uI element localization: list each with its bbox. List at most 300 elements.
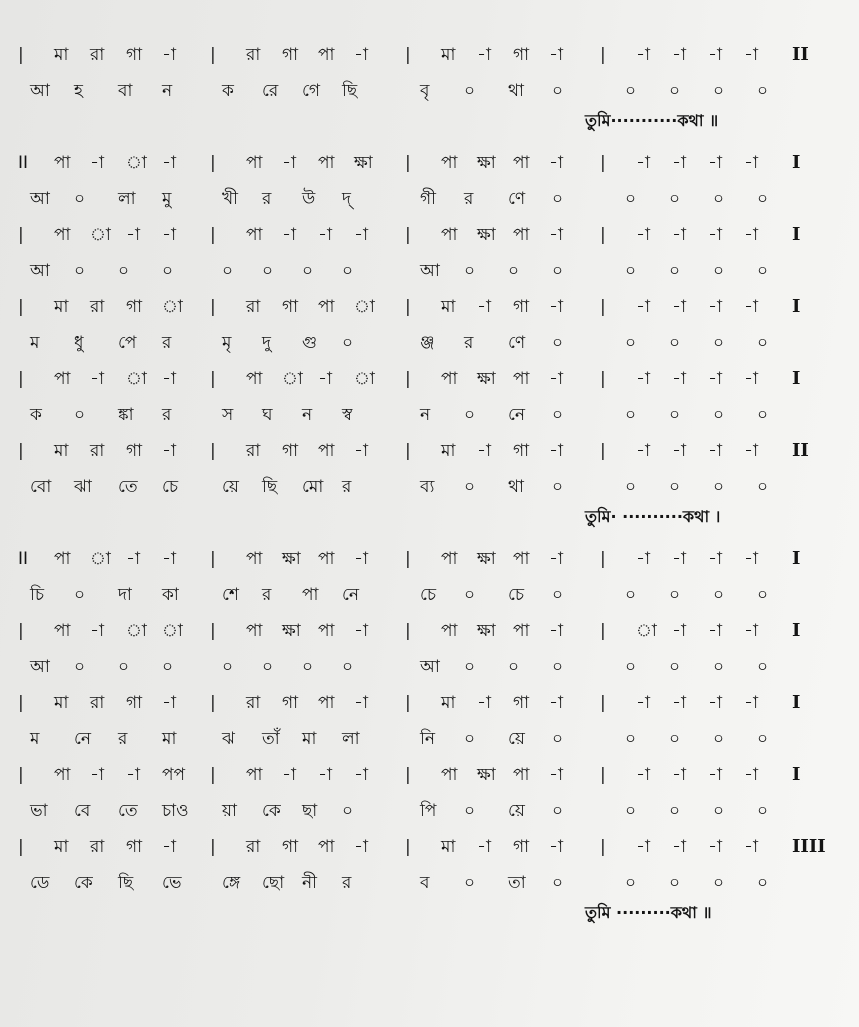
swar-note: -া — [672, 441, 686, 461]
swar-note: গা — [126, 693, 143, 713]
lyric-syllable: ছি — [342, 81, 358, 101]
swar-note: পা — [441, 153, 458, 173]
lyric-syllable: র — [262, 585, 272, 605]
swar-note: -া — [708, 765, 722, 785]
swar-note: -া — [708, 45, 722, 65]
barline: | — [210, 225, 216, 245]
lyric-syllable: হ — [74, 81, 83, 101]
swar-note: পা — [246, 369, 263, 389]
lyric-syllable: মৃ — [222, 333, 232, 353]
lyric-syllable: ০ — [669, 729, 681, 749]
swar-note: পা — [54, 369, 71, 389]
barline: | — [18, 765, 24, 785]
swar-note: পা — [54, 549, 71, 569]
lyric-syllable: ০ — [713, 873, 725, 893]
lyric-syllable: চে — [508, 585, 525, 605]
swar-note: -া — [318, 765, 332, 785]
lyric-syllable: ০ — [757, 261, 769, 281]
swar-note: -া — [354, 765, 368, 785]
lyric-syllable: চে — [420, 585, 437, 605]
lyric-syllable: ব্য — [420, 477, 435, 497]
swar-note: -া — [354, 225, 368, 245]
swar-note: -া — [672, 225, 686, 245]
swar-note: পা — [54, 621, 71, 641]
lyric-syllable: ০ — [757, 873, 769, 893]
lyric-syllable: ০ — [713, 477, 725, 497]
swar-note: -া — [744, 369, 758, 389]
lyric-syllable: ক — [30, 405, 42, 425]
lyric-syllable: পা — [302, 585, 319, 605]
section-mark: I — [792, 224, 801, 245]
swar-note: -া — [90, 369, 104, 389]
swar-note: -া — [744, 45, 758, 65]
swar-note: -া — [477, 297, 491, 317]
swar-note: -া — [318, 369, 332, 389]
swar-note: া — [126, 621, 147, 641]
swar-note: মা — [441, 441, 456, 461]
barline: | — [210, 45, 216, 65]
lyric-syllable: তা — [508, 873, 526, 893]
lyric-syllable: ০ — [757, 585, 769, 605]
lyric-syllable: নি — [420, 729, 436, 749]
barline: | — [18, 297, 24, 317]
swar-note: পা — [318, 153, 335, 173]
lyric-syllable: স্ব — [342, 405, 353, 425]
lyric-syllable: বে — [74, 801, 91, 821]
swar-note: -া — [744, 441, 758, 461]
lyric-syllable: ০ — [302, 657, 314, 677]
swar-note: -া — [744, 837, 758, 857]
swar-note: গা — [126, 441, 143, 461]
swar-note: -া — [708, 297, 722, 317]
swar-note: -া — [162, 153, 176, 173]
swar-note: পা — [318, 45, 335, 65]
swar-note: গা — [513, 45, 530, 65]
lyric-syllable: ঞ্জ — [420, 333, 435, 353]
swar-note: -া — [672, 153, 686, 173]
swar-note: গা — [282, 837, 299, 857]
swar-note: পা — [246, 621, 263, 641]
swar-note: -া — [672, 369, 686, 389]
swar-note: গা — [126, 837, 143, 857]
lyric-syllable: ০ — [757, 405, 769, 425]
swar-note: ক্ষা — [282, 621, 301, 641]
lyric-syllable: ন — [162, 81, 173, 101]
swar-note: া — [126, 369, 147, 389]
swar-note: -া — [162, 441, 176, 461]
lyric-syllable: ০ — [669, 657, 681, 677]
lyric-syllable: ০ — [464, 729, 476, 749]
refrain-text: তুমি···········কথা ॥ — [585, 111, 719, 130]
barline: | — [210, 297, 216, 317]
lyric-syllable: গু — [302, 333, 318, 353]
swar-note: -া — [126, 225, 140, 245]
swar-note: -া — [354, 441, 368, 461]
swar-note: রা — [246, 297, 261, 317]
swar-note: -া — [90, 765, 104, 785]
barline: | — [405, 621, 411, 641]
swar-note: -া — [162, 549, 176, 569]
lyric-syllable: ০ — [713, 189, 725, 209]
lyric-syllable: ০ — [464, 585, 476, 605]
lyric-syllable: ব — [420, 873, 430, 893]
barline: | — [210, 549, 216, 569]
lyric-syllable: ০ — [757, 81, 769, 101]
swar-note: -া — [672, 549, 686, 569]
lyric-syllable: ০ — [713, 261, 725, 281]
lyric-syllable: ছো — [262, 873, 285, 893]
lyric-syllable: ঙ্কা — [118, 405, 134, 425]
swar-note: -া — [282, 765, 296, 785]
lyric-syllable: নে — [342, 585, 360, 605]
lyric-line — [0, 328, 859, 358]
swar-note: -া — [162, 225, 176, 245]
lyric-line — [0, 580, 859, 610]
lyric-syllable: থা — [508, 477, 524, 497]
lyric-syllable: ০ — [669, 81, 681, 101]
lyric-syllable: আ — [30, 189, 50, 209]
swar-note: মা — [54, 837, 69, 857]
lyric-syllable: ঝ — [222, 729, 235, 749]
swar-note: -া — [162, 693, 176, 713]
swar-note: গা — [282, 297, 299, 317]
lyric-syllable: ০ — [713, 801, 725, 821]
swar-note: -া — [708, 153, 722, 173]
lyric-syllable: ০ — [552, 477, 564, 497]
swar-note: -া — [354, 45, 368, 65]
lyric-syllable: নে — [74, 729, 92, 749]
swar-note: গা — [282, 441, 299, 461]
lyric-syllable: ০ — [162, 657, 174, 677]
lyric-syllable: পে — [118, 333, 137, 353]
lyric-syllable: র — [162, 333, 172, 353]
lyric-syllable: ০ — [552, 657, 564, 677]
swar-line — [0, 832, 859, 862]
swar-note: -া — [708, 621, 722, 641]
lyric-syllable: মা — [302, 729, 317, 749]
lyric-syllable: ০ — [552, 333, 564, 353]
swar-note: পা — [246, 549, 263, 569]
swar-note: গা — [513, 441, 530, 461]
swar-note: া — [90, 225, 111, 245]
swar-note: ক্ষা — [477, 549, 496, 569]
swar-note: -া — [708, 837, 722, 857]
swar-line — [0, 220, 859, 250]
section-mark: I — [792, 692, 801, 713]
swar-note: রা — [246, 45, 261, 65]
swar-note: পা — [318, 693, 335, 713]
lyric-syllable: র — [118, 729, 128, 749]
barline: | — [600, 693, 606, 713]
swar-note: গা — [282, 45, 299, 65]
lyric-syllable: উ — [302, 189, 316, 209]
swar-note: -া — [477, 837, 491, 857]
lyric-syllable: ০ — [342, 657, 354, 677]
lyric-syllable: ক — [222, 81, 234, 101]
lyric-syllable: ০ — [118, 657, 130, 677]
barline: | — [600, 549, 606, 569]
lyric-syllable: ভা — [30, 801, 48, 821]
lyric-syllable: ০ — [222, 657, 234, 677]
swar-note: গা — [282, 693, 299, 713]
lyric-syllable: ০ — [713, 585, 725, 605]
lyric-syllable: ০ — [757, 477, 769, 497]
barline: | — [18, 441, 24, 461]
lyric-syllable: ডে — [30, 873, 50, 893]
swar-note: -া — [744, 549, 758, 569]
swar-note: পা — [513, 225, 530, 245]
swar-note: -া — [672, 837, 686, 857]
lyric-syllable: কা — [162, 585, 179, 605]
lyric-syllable: ঙ্গে — [222, 873, 241, 893]
swar-note: পা — [318, 441, 335, 461]
lyric-syllable: ০ — [222, 261, 234, 281]
barline: | — [405, 693, 411, 713]
lyric-syllable: ণে — [508, 333, 526, 353]
lyric-syllable: ০ — [342, 801, 354, 821]
swar-note: -া — [549, 549, 563, 569]
swar-note: গা — [126, 45, 143, 65]
lyric-syllable: বা — [118, 81, 133, 101]
swar-note: মা — [54, 45, 69, 65]
swar-note: া — [162, 621, 183, 641]
lyric-syllable: ০ — [669, 477, 681, 497]
swar-note: গা — [513, 297, 530, 317]
lyric-syllable: গী — [420, 189, 437, 209]
lyric-syllable: র — [162, 405, 172, 425]
barline: | — [600, 297, 606, 317]
swar-note: রা — [90, 693, 105, 713]
lyric-syllable: ০ — [669, 405, 681, 425]
lyric-syllable: ০ — [625, 585, 637, 605]
swar-note: -া — [90, 153, 104, 173]
barline: | — [405, 441, 411, 461]
barline: | — [18, 837, 24, 857]
lyric-syllable: লা — [118, 189, 136, 209]
lyric-syllable: ম — [30, 729, 40, 749]
lyric-syllable: ০ — [669, 585, 681, 605]
barline: | — [600, 765, 606, 785]
lyric-syllable: আ — [30, 81, 50, 101]
lyric-syllable: ০ — [757, 801, 769, 821]
swar-note: -া — [744, 297, 758, 317]
swar-note: পা — [513, 621, 530, 641]
swar-note: ক্ষা — [477, 225, 496, 245]
lyric-syllable: ০ — [669, 189, 681, 209]
swar-note: -া — [672, 765, 686, 785]
swar-note: -া — [549, 837, 563, 857]
swar-note: -া — [354, 693, 368, 713]
lyric-syllable: স — [222, 405, 234, 425]
lyric-syllable: ০ — [118, 261, 130, 281]
swar-note: পা — [441, 765, 458, 785]
swar-note: -া — [354, 837, 368, 857]
swar-note: পা — [441, 549, 458, 569]
swar-note: রা — [246, 837, 261, 857]
barline: | — [210, 621, 216, 641]
lyric-syllable: নী — [302, 873, 318, 893]
swar-note: -া — [126, 765, 140, 785]
barline: | — [405, 153, 411, 173]
section-mark: II — [792, 440, 809, 461]
lyric-syllable: ০ — [262, 261, 274, 281]
swar-note: -া — [744, 225, 758, 245]
swar-note: মা — [54, 297, 69, 317]
swar-line — [0, 148, 859, 178]
swar-note: পা — [513, 549, 530, 569]
swar-note: া — [162, 297, 183, 317]
lyric-syllable: ণে — [508, 189, 526, 209]
barline: | — [210, 369, 216, 389]
swar-note: া — [636, 621, 657, 641]
lyric-syllable: দ্ — [342, 189, 351, 209]
lyric-syllable: য়া — [222, 801, 237, 821]
swar-note: -া — [672, 621, 686, 641]
lyric-syllable: ধু — [74, 333, 84, 353]
lyric-syllable: র — [464, 189, 474, 209]
barline: | — [405, 837, 411, 857]
lyric-syllable: দু — [262, 333, 271, 353]
lyric-syllable: ০ — [552, 261, 564, 281]
section-mark: I — [792, 152, 801, 173]
swar-note: -া — [636, 45, 650, 65]
lyric-syllable: ০ — [757, 657, 769, 677]
lyric-syllable: মু — [162, 189, 172, 209]
swar-note: -া — [354, 621, 368, 641]
barline: | — [600, 369, 606, 389]
lyric-syllable: গে — [302, 81, 321, 101]
swar-line — [0, 760, 859, 790]
lyric-line — [0, 868, 859, 898]
lyric-syllable: ০ — [464, 261, 476, 281]
lyric-syllable: ০ — [625, 81, 637, 101]
lyric-syllable: ০ — [342, 261, 354, 281]
swar-note: -া — [549, 693, 563, 713]
swar-note: -া — [549, 153, 563, 173]
lyric-line — [0, 256, 859, 286]
refrain-text: তুমি· ··········কথা । — [585, 507, 721, 526]
lyric-syllable: ০ — [625, 405, 637, 425]
lyric-syllable: চাও — [162, 801, 189, 821]
swar-note: গা — [513, 693, 530, 713]
swar-note: -া — [708, 441, 722, 461]
lyric-syllable: য়ে — [508, 729, 525, 749]
lyric-syllable: আ — [30, 657, 50, 677]
section-mark: I — [792, 620, 801, 641]
swar-note: -া — [477, 45, 491, 65]
swar-note: -া — [282, 153, 296, 173]
lyric-syllable: ০ — [713, 81, 725, 101]
swar-note: II — [18, 549, 29, 569]
lyric-line — [0, 724, 859, 754]
lyric-syllable: তে — [118, 477, 138, 497]
swar-note: পা — [318, 297, 335, 317]
lyric-syllable: তে — [118, 801, 138, 821]
lyric-syllable: মো — [302, 477, 324, 497]
swar-note: -া — [708, 225, 722, 245]
barline: | — [210, 441, 216, 461]
swar-note: II — [18, 153, 29, 173]
barline: | — [600, 837, 606, 857]
swar-note: -া — [636, 441, 650, 461]
lyric-syllable: ০ — [464, 657, 476, 677]
swar-note: -া — [636, 693, 650, 713]
swar-note: -া — [672, 297, 686, 317]
barline: | — [405, 549, 411, 569]
swar-line — [0, 292, 859, 322]
lyric-syllable: ০ — [757, 189, 769, 209]
lyric-syllable: ০ — [342, 333, 354, 353]
lyric-syllable: ছা — [302, 801, 318, 821]
swar-note: -া — [672, 693, 686, 713]
swar-note: া — [354, 369, 375, 389]
swar-note: -া — [636, 369, 650, 389]
lyric-syllable: ০ — [669, 333, 681, 353]
lyric-syllable: ০ — [552, 729, 564, 749]
swar-note: -া — [549, 765, 563, 785]
barline: | — [405, 765, 411, 785]
lyric-syllable: ০ — [669, 801, 681, 821]
lyric-syllable: থা — [508, 81, 524, 101]
lyric-syllable: ০ — [464, 873, 476, 893]
lyric-syllable: ০ — [464, 405, 476, 425]
lyric-syllable: ০ — [713, 405, 725, 425]
lyric-syllable: দা — [118, 585, 132, 605]
swar-note: মা — [54, 441, 69, 461]
lyric-syllable: র — [342, 873, 352, 893]
lyric-syllable: ন — [302, 405, 313, 425]
swar-note: -া — [477, 693, 491, 713]
swar-note: গা — [513, 837, 530, 857]
swar-note: পা — [54, 765, 71, 785]
lyric-syllable: ০ — [552, 801, 564, 821]
lyric-syllable: ০ — [508, 657, 520, 677]
lyric-syllable: ০ — [262, 657, 274, 677]
swar-note: রা — [90, 297, 105, 317]
swar-note: পা — [54, 153, 71, 173]
lyric-syllable: ০ — [552, 585, 564, 605]
barline: | — [405, 45, 411, 65]
lyric-line — [0, 796, 859, 826]
section-mark: I — [792, 548, 801, 569]
swar-note: -া — [549, 369, 563, 389]
swar-note: -া — [636, 297, 650, 317]
barline: | — [600, 441, 606, 461]
swar-note: পা — [246, 225, 263, 245]
swar-note: া — [282, 369, 303, 389]
lyric-syllable: নে — [508, 405, 526, 425]
lyric-syllable: বৃ — [420, 81, 430, 101]
lyric-syllable: ০ — [757, 729, 769, 749]
lyric-syllable: ০ — [625, 729, 637, 749]
swar-note: -া — [90, 621, 104, 641]
swar-note: রা — [90, 837, 105, 857]
lyric-syllable: ০ — [302, 261, 314, 281]
lyric-syllable: কে — [74, 873, 93, 893]
lyric-syllable: ০ — [669, 873, 681, 893]
swar-note: -া — [318, 225, 332, 245]
barline: | — [405, 225, 411, 245]
swar-note: -া — [549, 225, 563, 245]
swar-note: -া — [636, 225, 650, 245]
lyric-syllable: ০ — [464, 81, 476, 101]
barline: | — [18, 45, 24, 65]
section-mark: I — [792, 764, 801, 785]
swar-note: া — [354, 297, 375, 317]
lyric-line — [0, 76, 859, 106]
swar-note: -া — [549, 45, 563, 65]
lyric-syllable: ০ — [669, 261, 681, 281]
